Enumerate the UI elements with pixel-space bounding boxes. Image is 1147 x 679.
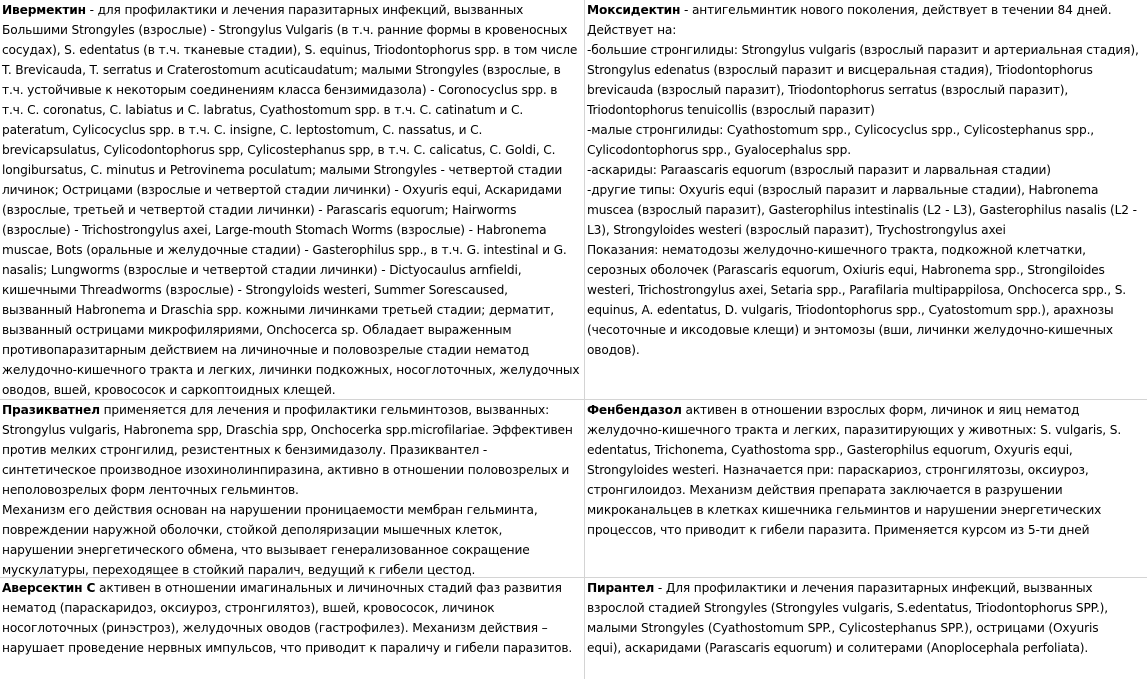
text-line: L3), Strongyloides westeri (взрослый паразит), Trychostrongylus axei	[587, 223, 1006, 237]
text-line	[2, 400, 582, 420]
text-line: equi), аскаридами (Parascaris equorum) и солитерами (Anoplocephala perfoliata).	[587, 641, 1089, 655]
text-line: muscea (взрослый паразит), Gasterophilus intestinalis (L2 - L3), Gasterophilus nasalis (L2 -	[587, 203, 1137, 217]
text-line: вызванный Habronema и Draschia spp. кожными личинками третьей стадии; дерматит,	[2, 303, 554, 317]
text-line: оводов, вшей, кровососок и саркоптоидных клещей.	[2, 383, 336, 397]
text-line: equinus, A. edentatus, D. vulgaris, Triodontophorus spp., Cyatostomum spp.), арахнозы	[587, 303, 1114, 317]
text-line: Cylicodontophorus spp., Gyalocephalus spp.	[587, 143, 851, 157]
text-line: личинок; Острицами (взрослые и четвертой стадии личинки) - Oxyuris equi, Аскаридами	[2, 183, 562, 197]
drug-description: - антигельминтик нового поколения, действует в течении 84 дней.	[680, 3, 1112, 17]
drug-name: Пирантел	[587, 581, 655, 595]
cell-moxidectin	[585, 0, 1147, 400]
text-line: взрослой стадией Strongyles (Strongyles vulgaris, S.edentatus, Triodontophorus SPP.),	[587, 601, 1109, 615]
drug-name: Ивермектин	[2, 3, 86, 17]
text-line: nasalis; Lungworms (взрослые и четвертой стадии личинки) - Dictyocaulus arnfieldi,	[2, 263, 522, 277]
text-line: т.ч. устойчивые к некоторым соединениям класса бензимидазола) - Coronocyclus spp. в	[2, 83, 558, 97]
text-line: Triodontophorus tenuicollis (взрослый паразит)	[587, 103, 875, 117]
text-line: (чесоточные и иксодовые клещи) и энтомозы (вши, личинки желудочно-кишечных	[587, 323, 1113, 337]
text-line: (взрослые) - Trichostrongylus axei, Large-mouth Stomach Worms (взрослые) - Habronema	[2, 223, 547, 237]
text-line: оводов).	[587, 343, 640, 357]
text-line: brevicapsulatus, Cylicodontophorus spp, Cylicostephanus spp, в т.ч. C. calicatus, C. Goldi, C.	[2, 143, 556, 157]
text-line	[2, 578, 582, 598]
drug-description: - Для профилактики и лечения паразитарных инфекций, вызванных	[654, 581, 1093, 595]
drug-description: активен в отношении имагинальных и личиночных стадий фаз развития	[95, 581, 562, 595]
cell-pyrantel	[585, 578, 1147, 679]
text-line: вызванный острицами микрофиляриями, Onchocerca sp. Обладает выраженным	[2, 323, 512, 337]
text-line: westeri, Trichostrongylus axei, Setaria spp., Parafilaria multipappilosa, Onchocerca spp., S.	[587, 283, 1127, 297]
text-line: кишечными Threadworms (взрослые) - Strongyloids westeri, Summer Sorescaused,	[2, 283, 508, 297]
text-line: т.ч. C. coronatus, C. labiatus и C. labratus, Cyathostomum spp. в т.ч. C. catinatum и C.	[2, 103, 524, 117]
cell-aversectin	[0, 578, 585, 679]
text-line: процессов, что приводит к гибели паразита. Применяется курсом из 5-ти дней	[587, 523, 1090, 537]
text-line: (взрослые, третьей и четвертой стадии личинки) - Parascaris equorum; Hairworms	[2, 203, 517, 217]
text-line: -другие типы: Oxyuris equi (взрослый паразит и ларвальные стадии), Habronema	[587, 183, 1099, 197]
text-line: против мелких стронгилид, резистентных к бензимидазолу. Празиквантел -	[2, 443, 488, 457]
text-line: малыми Strongyles (Cyathostomum SPP., Cylicostephanus SPP.), острицами (Oxyuris	[587, 621, 1099, 635]
text-line: сосудах), S. edentatus (в т.ч. тканевые стадии), S. equinus, Triodontophorus spp. в том числе	[2, 43, 578, 57]
text-line: желудочно-кишечного тракта и легких, паразитирующих у животных: S. vulgaris, S.	[587, 423, 1122, 437]
text-line: Большими Strongyles (взрослые) - Strongylus Vulgaris (в т.ч. ранние формы в кровеносных	[2, 23, 568, 37]
text-line: edentatus, Trichonema, Cyathostoma spp., Gasterophilus equorum, Oxyuris equi,	[587, 443, 1073, 457]
text-line	[587, 0, 1145, 20]
text-line: T. Brevicauda, T. serratus и Craterostomum acuticaudatum; малыми Strongyles (взрослые, в	[2, 63, 561, 77]
text-line: Strongyloides westeri. Назначается при: параскариоз, стронгилятозы, оксиуроз,	[587, 463, 1089, 477]
text-line: -малые стронгилиды: Cyathostomum spp., Cylicocyclus spp., Cylicostephanus spp.,	[587, 123, 1095, 137]
text-line: синтетическое производное изохинолинпиразина, активно в отношении половозрелых и	[2, 463, 570, 477]
text-line	[587, 400, 1145, 420]
text-line: Механизм его действия основан на нарушении проницаемости мембран гельминта,	[2, 503, 538, 517]
text-line: pateratum, Cylicocyclus spp. в т.ч. C. insigne, C. leptostomum, C. nassatus, и C.	[2, 123, 483, 137]
text-line: нематод (параскаридоз, оксиуроз, стронгилятоз), вшей, кровососок, личинок	[2, 601, 495, 615]
drug-name: Моксидектин	[587, 3, 681, 17]
text-line: -аскариды: Paraascaris equorum (взрослый паразит и ларвальная стадии)	[587, 163, 1051, 177]
text-line: микроканальцев в клетках кишечника гельминтов и нарушении энергетических	[587, 503, 1102, 517]
text-line	[2, 0, 582, 20]
text-line: Показания: нематодозы желудочно-кишечного тракта, подкожной клетчатки,	[587, 243, 1086, 257]
text-line: muscae, Bots (оральные и желудочные стадии) - Gasterophilus spp., в т.ч. G. intestinal и G.	[2, 243, 567, 257]
cell-praziquantel	[0, 400, 585, 578]
text-line: серозных оболочек (Parascaris equorum, Oxiuris equi, Habronema spp., Strongiloides	[587, 263, 1105, 277]
text-line: -большие стронгилиды: Strongylus vulgaris (взрослый паразит и артериальная стадия),	[587, 43, 1139, 57]
text-line: нарушении энергетического обмена, что вызывает генерализованное сокращение	[2, 543, 530, 557]
text-line: повреждении наружной оболочки, стойкой деполяризации мышечных клеток,	[2, 523, 503, 537]
drug-name: Аверсектин С	[2, 581, 96, 595]
text-line: Strongylus vulgaris, Habronema spp, Draschia spp, Onchocerka spp.microfilariae. Эффективен	[2, 423, 573, 437]
drug-description: активен в отношении взрослых форм, личинок и яиц нематод	[681, 403, 1080, 417]
text-line: Strongylus edenatus (взрослый паразит и висцеральная стадия), Triodontophorus	[587, 63, 1093, 77]
text-line: противопаразитарным действием на личиночные и половозрелые стадии нематод	[2, 343, 530, 357]
text-line: неполовозрелых форм ленточных гельминтов.	[2, 483, 299, 497]
cell-ivermectin	[0, 0, 585, 400]
drug-description: - для профилактики и лечения паразитарных инфекций, вызванных	[85, 3, 524, 17]
text-line	[587, 578, 1145, 598]
text-line: brevicauda (взрослый паразит), Triodontophorus serratus (взрослый паразит),	[587, 83, 1069, 97]
cell-fenbendazole	[585, 400, 1147, 578]
drug-name: Фенбендазол	[587, 403, 682, 417]
text-line: longibursatus, C. minutus и Petrovinema poculatum; малыми Strongyles - четвертой стадии	[2, 163, 563, 177]
text-line: нарушает проведение нервных импульсов, что приводит к параличу и гибели паразитов.	[2, 641, 573, 655]
drug-name: Празикватнел	[2, 403, 100, 417]
text-line: желудочно-кишечного тракта и легких, личинки подкожных, носоглоточных, желудочных	[2, 363, 580, 377]
drug-description: применяется для лечения и профилактики гельминтозов, вызванных:	[99, 403, 550, 417]
text-line: носоглоточных (ринэстроз), желудочных оводов (гастрофилез). Механизм действия –	[2, 621, 548, 635]
text-line: стронгилоидоз. Механизм действия препарата заключается в разрушении	[587, 483, 1063, 497]
text-line: Действует на:	[587, 23, 677, 37]
text-line: мускулатуры, переходящее в стойкий паралич, ведущий к гибели цестод.	[2, 563, 476, 577]
